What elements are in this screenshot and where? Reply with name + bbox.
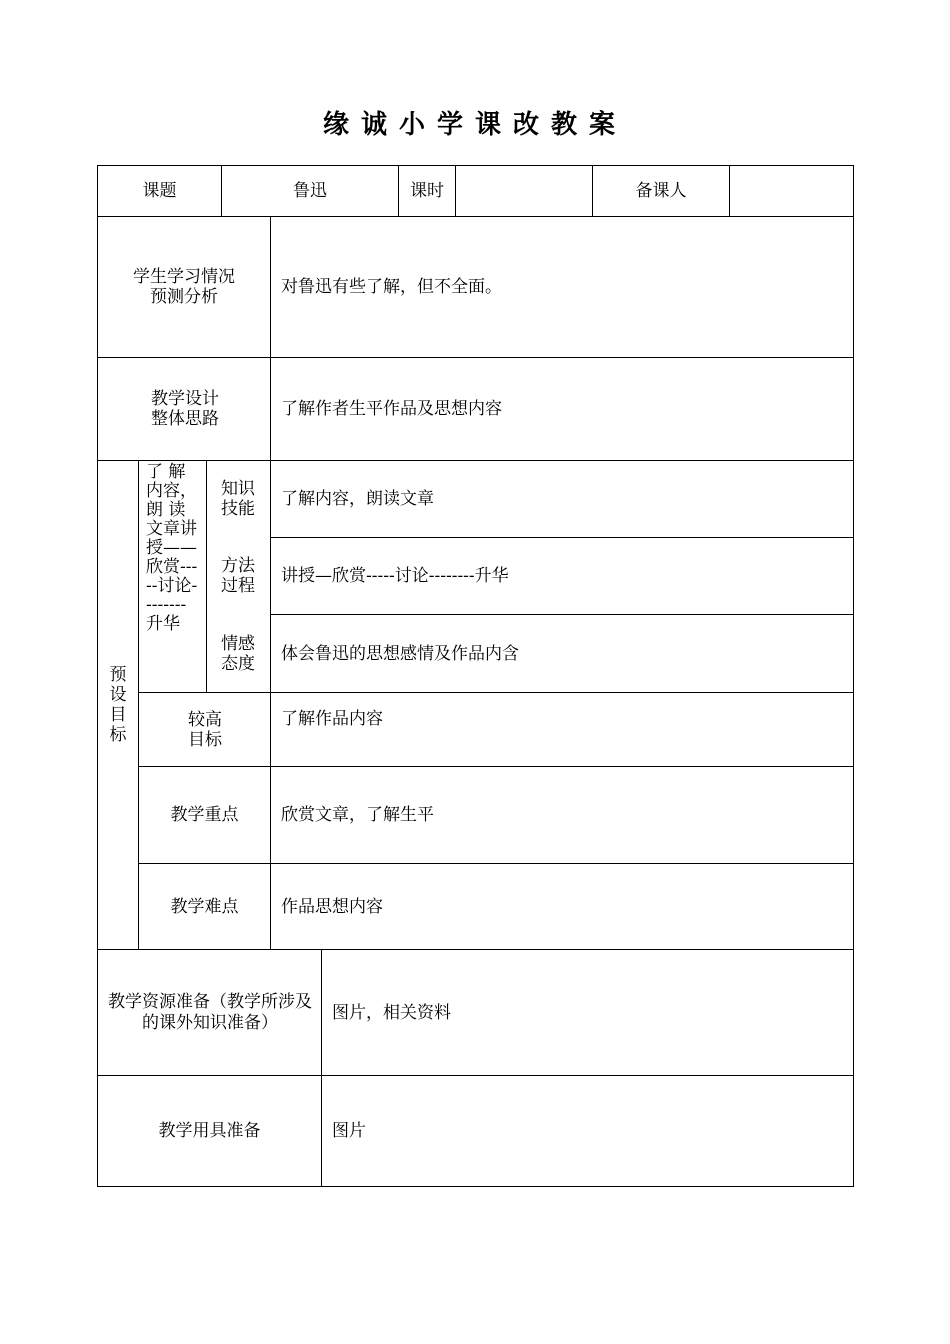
resources-value: 图片，相关资料 [332,1002,451,1023]
higher-goal-label: 较高目标 [188,709,222,750]
analysis-value: 对鲁迅有些了解，但不全面。 [281,277,502,297]
analysis-label: 学生学习情况预测分析 [133,267,235,307]
design-value: 了解作者生平作品及思想内容 [281,399,502,419]
method-label: 方法过程 [221,556,255,596]
higher-goal-value: 了解作品内容 [281,709,383,729]
goals-label: 预设目标 [109,665,127,745]
knowledge-label: 知识技能 [221,479,255,519]
author-value [730,166,853,216]
author-label: 备课人 [635,181,687,201]
period-value [456,166,592,216]
knowledge-value: 了解内容，朗读文章 [281,489,434,509]
topic-value: 鲁迅 [293,181,327,201]
design-label: 教学设计整体思路 [151,389,219,429]
method-value: 讲授—欣赏-----讨论--------升华 [281,566,509,586]
tools-value: 图片 [332,1121,366,1141]
goals-basic-label: 了 解内容，朗 读文章讲 授—— 欣赏-----讨论-------- 升华 [146,462,198,634]
key-point-label: 教学重点 [170,805,239,825]
tools-label: 教学用具准备 [158,1121,261,1141]
difficulty-value: 作品思想内容 [281,896,383,917]
page-title: 缘诚小学课改教案 [322,110,627,140]
emotion-label: 情感态度 [221,633,255,674]
difficulty-label: 教学难点 [170,896,239,917]
key-point-value: 欣赏文章，了解生平 [281,805,434,825]
emotion-value: 体会鲁迅的思想感情及作品内含 [281,643,519,664]
resources-label: 教学资源准备（教学所涉及的课外知识准备） [108,991,312,1033]
period-label: 课时 [410,181,444,201]
topic-label: 课题 [142,181,177,201]
